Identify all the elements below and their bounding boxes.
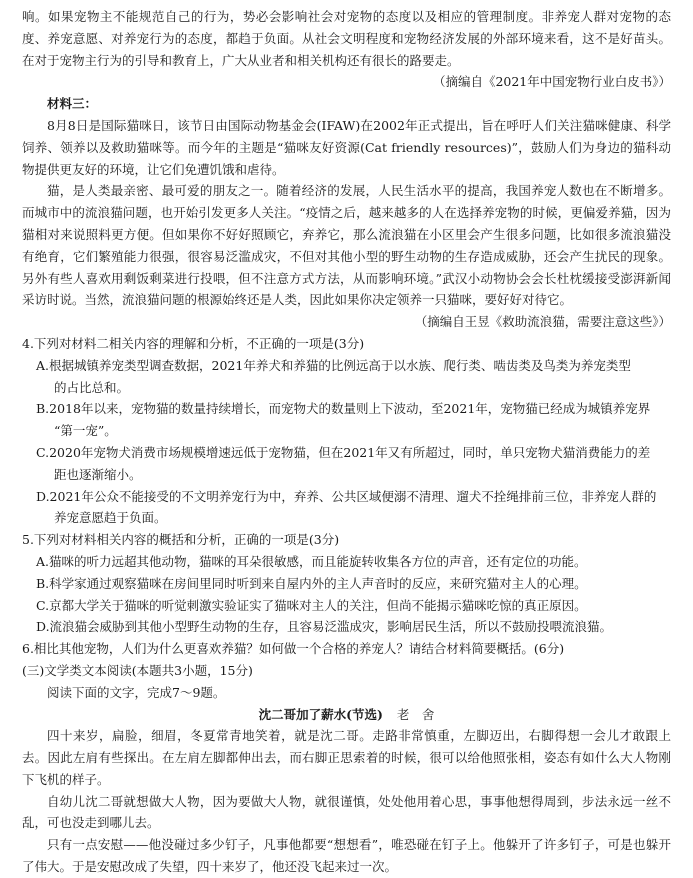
story-author: 老 舍 — [396, 706, 435, 722]
question-5-option-d: D.流浪猫会威胁到其他小型野生动物的生存，且容易泛滥成灾，影响居民生活，所以不鼓励投喂流浪猫。 — [36, 619, 613, 635]
question-6-stem: 6.相比其他宠物，人们为什么更喜欢养猫？如何做一个合格的养宠人？请结合材料简要概括。(6分) — [22, 641, 565, 657]
story-paragraph-2: 自幼儿沈二哥就想做大人物，因为要做大人物，就很谨慎，处处他用着心思，事事他想得周到，步法永远一丝不乱，可也没走到哪儿去。 — [22, 793, 671, 831]
section-3-instruction: 阅读下面的文字，完成7～9题。 — [47, 684, 226, 700]
question-4-option-b-cont: “第一宠”。 — [54, 423, 117, 439]
material3-source: （摘编自王昱《救助流浪猫，需要注意这些》） — [414, 314, 671, 330]
section-3-heading: (三)文学类文本阅读(本题共3小题，15分) — [22, 662, 253, 678]
question-4-option-a: A.根据城镇养宠类型调查数据，2021年养犬和养猫的比例远高于以水族、爬行类、啮齿类及鸟类为养宠类型 — [36, 357, 631, 373]
question-4-option-c-cont: 距也逐渐缩小。 — [54, 466, 142, 482]
material3-paragraph-1: 8月8日是国际猫咪日，该节日由国际动物基金会(IFAW)在2002年正式提出，旨在呼吁人们关注猫咪健康、科学饲养、领养以及救助猫咪等。而今年的主题是“猫咪友好资源(Cat friendly resources)”，鼓励人们为身边的猫科动物提供更友好的环境，让它们免遭饥饿和虐待。 — [22, 117, 671, 177]
question-4-option-a-cont: 的占比总和。 — [54, 379, 130, 395]
story-title: 沈二哥加了薪水(节选) — [258, 706, 383, 722]
question-4-option-d: D.2021年公众不能接受的不文明养宠行为中，弃养、公共区域便溺不清理、遛犬不拴绳排前三位，非养宠人群的 — [36, 488, 657, 504]
question-5-option-b: B.科学家通过观察猫咪在房间里同时听到来自屋内外的主人声音时的反应，来研究猫对主人的心理。 — [36, 575, 587, 591]
story-title-line — [22, 704, 671, 726]
story-paragraph-3: 只有一点安慰——他没碰过多少钉子，凡事他都要“想想看”，唯恐碰在钉子上。他躲开了许多钉子，可是也躲开了伟大。于是安慰改成了失望，四十来岁了，他还没飞起来过一次。 — [22, 837, 671, 875]
story-paragraph-1: 四十来岁，扁脸，细眉，冬夏常青地笑着，就是沈二哥。走路非常慎重，左脚迈出，右脚得想一会儿才敢跟上去。因此左肩有些探出。在左肩左脚都伸出去，而右脚正思索着的时候，很可以给他照张相，姿态有如什么大人物刚下飞机的样子。 — [22, 728, 671, 787]
question-4-stem: 4.下列对材料二相关内容的理解和分析，不正确的一项是(3分) — [22, 335, 365, 351]
material2-source: （摘编自《2021年中国宠物行业白皮书》） — [432, 74, 671, 90]
material3-heading: 材料三： — [47, 96, 98, 112]
question-4-option-c: C.2020年宠物犬消费市场规模增速远低于宠物猫，但在2021年又有所超过，同时，单只宠物犬猫消费能力的差 — [36, 444, 651, 460]
material2-tail-paragraph: 响。如果宠物主不能规范自己的行为，势必会影响社会对宠物的态度以及相应的管理制度。非养宠人群对宠物的态度、养宠意愿、对养宠行为的态度，都趋于负面。从社会文明程度和宠物经济发展的外部环境来看，这不是好苗头。在对于宠物主行为的引导和教育上，广大从业者和相关机构还有很长的路要走。 — [22, 9, 671, 68]
material3-paragraph-2: 猫，是人类最亲密、最可爱的朋友之一。随着经济的发展，人民生活水平的提高，我国养宠人数也在不断增多。而城市中的流浪猫问题，也开始引发更多人关注。“疫情之后，越来越多的人在选择养宠物的时候，更偏爱养猫，因为猫相对来说照料更方便。但如果你不好好照顾它，弃养它，那么流浪猫在小区里会产生很多问题，比如很多流浪猫没有绝育，它们繁殖能力很强，很容易泛滥成灾，不但对其他小型的野生动物的生存造成威胁，还会产生扰民的现象。另外有些人喜欢用剩饭剩菜进行投喂，但不注意方式方法，从而影响环境。”武汉小动物协会会长杜枕缓接受澎湃新闻采访时说。当然，流浪猫问题的根源始终还是人类，因此如果你决定领养一只猫咪，要好好对待它。 — [22, 183, 671, 308]
question-4-option-d-cont: 养宠意愿趋于负面。 — [54, 510, 167, 526]
question-4-option-b: B.2018年以来，宠物猫的数量持续增长，而宠物犬的数量则上下波动，至2021年，宠物猫已经成为城镇养宠界 — [36, 401, 651, 417]
question-5-stem: 5.下列对材料相关内容的概括和分析，正确的一项是(3分) — [22, 532, 340, 548]
question-5-option-a: A.猫咪的听力远超其他动物，猫咪的耳朵很敏感，而且能旋转收集各方位的声音，还有定位的功能。 — [36, 553, 587, 569]
question-5-option-c: C.京都大学关于猫咪的听觉刺激实验证实了猫咪对主人的关注，但尚不能揭示猫咪吃惊的真正原因。 — [36, 597, 587, 613]
